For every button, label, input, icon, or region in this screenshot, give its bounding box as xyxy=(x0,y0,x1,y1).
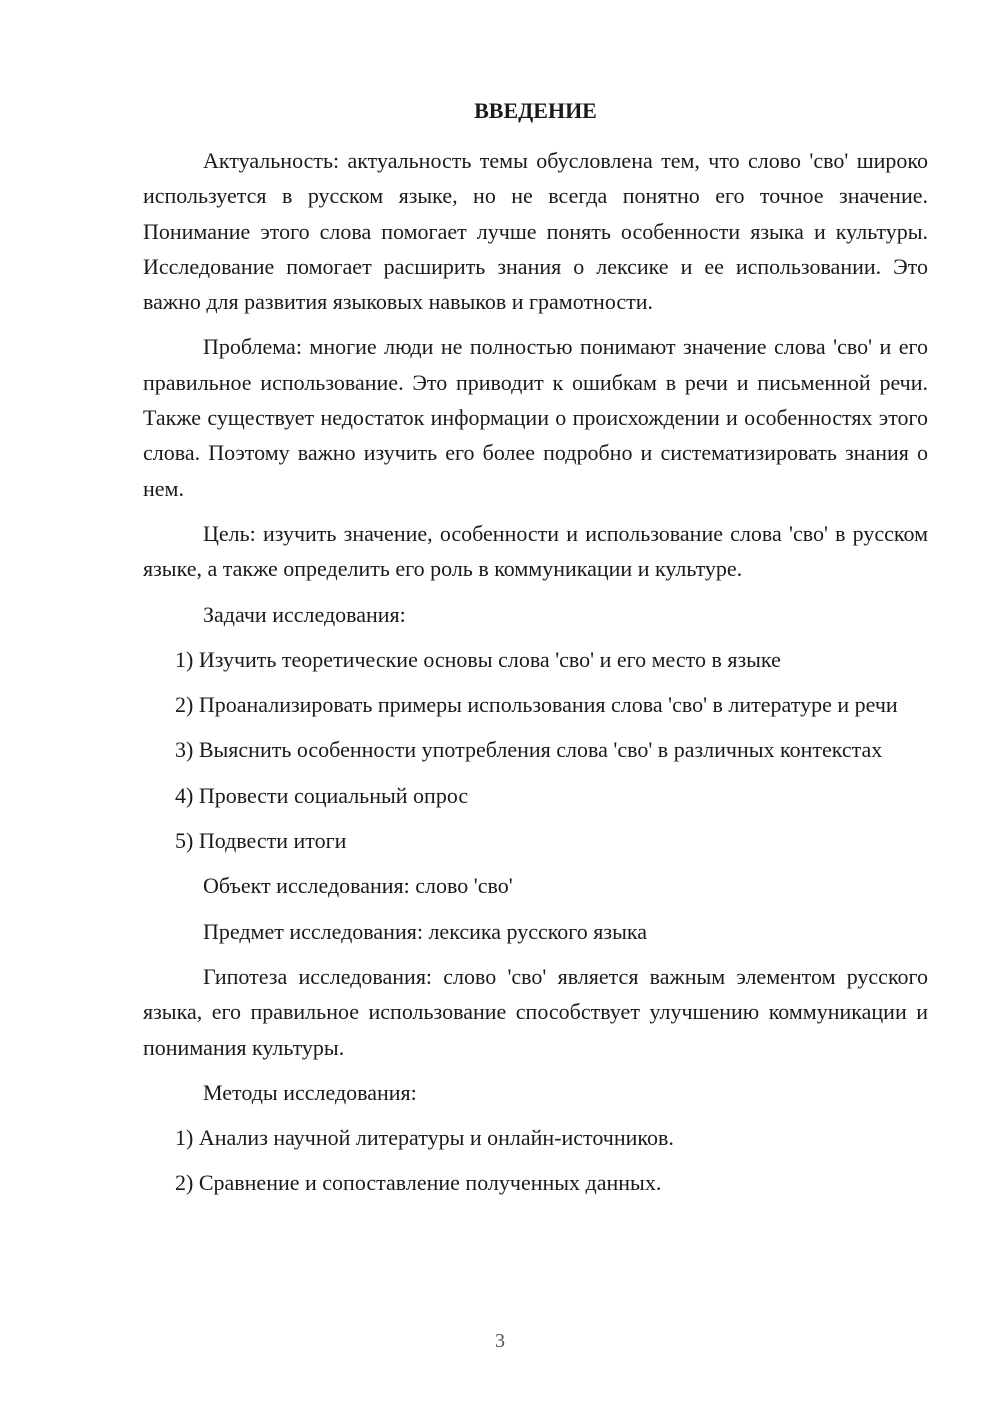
subject-paragraph: Предмет исследования: лексика русского языка xyxy=(203,918,647,944)
task-item: 1) Изучить теоретические основы слова 'сво' и его место в языке xyxy=(175,646,781,672)
relevance-paragraph: Актуальность: актуальность темы обусловлена тем, что слово 'сво' широко используется в русском языке, но не всегда понятно его точное значение. Понимание этого слова помогает лучше понять особенности языка и культуры. Исследование помогает расширить знания о лексике и ее использовании. Это важно для развития языковых навыков и грамотности. xyxy=(143,148,928,315)
object-paragraph: Объект исследования: слово 'сво' xyxy=(203,873,513,899)
problem-paragraph: Проблема: многие люди не полностью понимают значение слова 'сво' и его правильное использование. Это приводит к ошибкам в речи и письменной речи. Также существует недостаток информации о происхождении и особенностях этого слова. Поэтому важно изучить его более подробно и систематизировать знания о нем. xyxy=(143,334,928,501)
page-title: ВВЕДЕНИЕ xyxy=(474,98,597,123)
page-number: 3 xyxy=(495,1330,505,1352)
document-body xyxy=(143,143,928,1211)
method-item: 1) Анализ научной литературы и онлайн-источников. xyxy=(175,1125,674,1151)
goal-paragraph: Цель: изучить значение, особенности и использование слова 'сво' в русском языке, а также определить его роль в коммуникации и культуре. xyxy=(143,520,928,582)
task-item: 5) Подвести итоги xyxy=(175,828,347,854)
task-item: 4) Провести социальный опрос xyxy=(175,782,469,808)
task-item: 3) Выяснить особенности употребления слова 'сво' в различных контекстах xyxy=(175,737,883,763)
task-item: 2) Проанализировать примеры использования слова 'сво' в литературе и речи xyxy=(175,692,898,718)
methods-heading: Методы исследования: xyxy=(203,1079,417,1105)
tasks-heading: Задачи исследования: xyxy=(203,601,406,627)
method-item: 2) Сравнение и сопоставление полученных данных. xyxy=(175,1170,662,1196)
hypothesis-paragraph: Гипотеза исследования: слово 'сво' является важным элементом русского языка, его правильное использование способствует улучшению коммуникации и понимания культуры. xyxy=(143,963,928,1060)
